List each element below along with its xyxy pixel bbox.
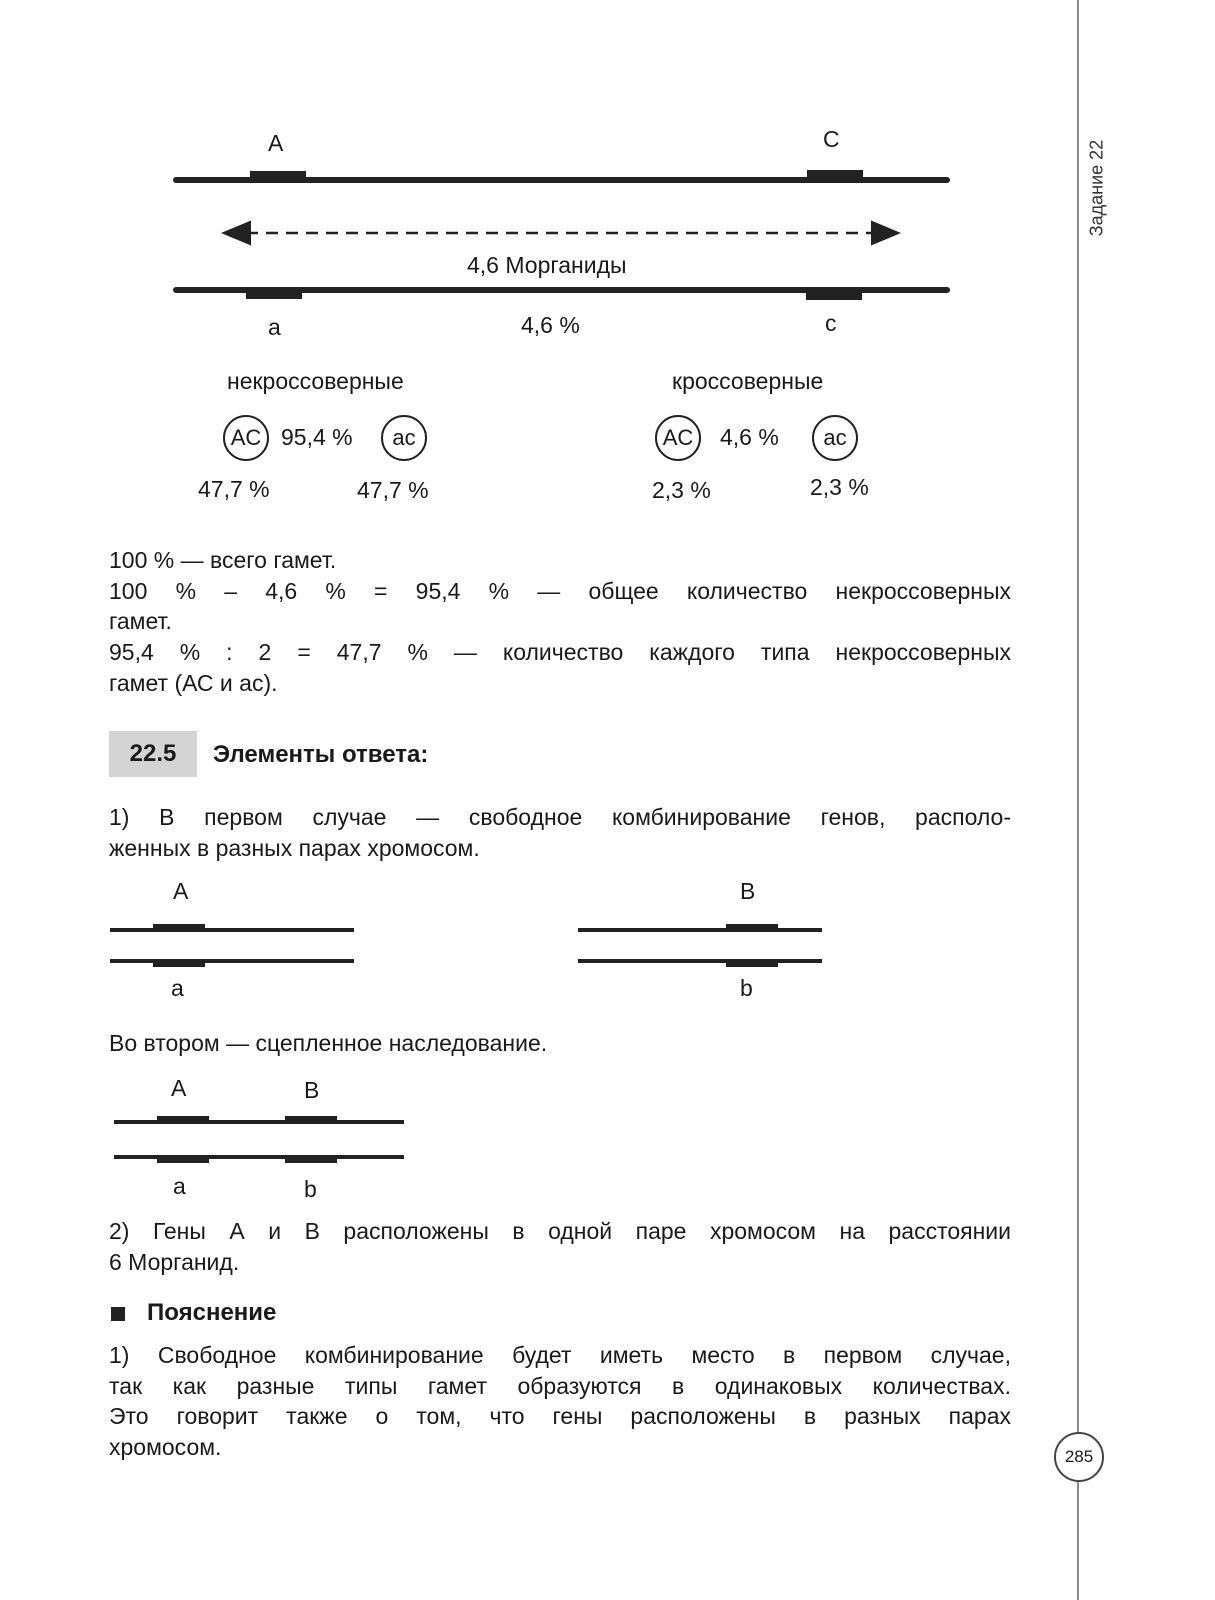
explanation-line-3: Это говорит также о том, что гены расположены в разных парах (109, 1403, 1011, 1429)
gamete-circle-AC: AC (223, 415, 269, 461)
cross-left-pct: 2,3 % (652, 477, 711, 503)
bullet-square-icon (111, 1307, 125, 1321)
locus-a (246, 290, 302, 299)
answer-p1 (109, 802, 1011, 833)
noncross-left-pct: 47,7 % (198, 476, 270, 502)
pair1-label-A: A (173, 878, 189, 904)
linked-locus-B (285, 1116, 337, 1122)
noncross-value: 95,4 % (281, 424, 353, 450)
pair1-locus-top (153, 924, 205, 930)
locus-A (250, 171, 306, 180)
distance-label: 4,6 Морганиды (467, 252, 627, 278)
calc-line-2a: 100 % – 4,6 % = 95,4 % — общее количество некроссоверных (109, 578, 1011, 604)
calc-line-3 (109, 637, 1011, 668)
pair2-locus-top (726, 924, 778, 930)
explanation-line-2: так как разные типы гамет образуются в одинаковых количествах. (109, 1372, 1011, 1399)
gene-label-c: c (825, 310, 837, 336)
answer-p1b: женных в разных парах хромосом. (109, 835, 480, 861)
gamete-circle-ac: ac (381, 415, 427, 461)
explanation-text (109, 1340, 1011, 1432)
calc-line-1: 100 % — всего гамет. (109, 547, 337, 573)
locus-c (806, 290, 862, 300)
linked-locus-A (157, 1116, 209, 1122)
answer-p3b: 6 Морганид. (109, 1249, 240, 1275)
noncross-title: некроссоверные (227, 368, 404, 394)
linked-label-B: B (304, 1077, 320, 1103)
gene-label-A: A (268, 130, 284, 156)
linked-label-a: a (173, 1173, 186, 1199)
answer-p3a: 2) Гены А и В расположены в одной паре хромосом на расстоянии (109, 1218, 1011, 1244)
linked-label-A: A (171, 1075, 187, 1101)
linked-locus-b (285, 1157, 337, 1163)
page-number: 285 (1054, 1432, 1104, 1482)
pair1-locus-bottom (153, 961, 205, 967)
calc-line-3a: 95,4 % : 2 = 47,7 % — количество каждого типа некроссоверных (109, 639, 1011, 665)
task-label-text: Задание 22 (1086, 139, 1107, 237)
percent-center: 4,6 % (521, 312, 580, 338)
cross-title: кроссоверные (672, 368, 824, 394)
explanation-line-4: хромосом. (109, 1434, 222, 1460)
pair2-label-b: b (740, 975, 753, 1001)
gamete-circle-ac-cross: ac (812, 415, 858, 461)
explanation-line-1: 1) Свободное комбинирование будет иметь место в первом случае, (109, 1342, 1011, 1368)
pair2-locus-bottom (726, 961, 778, 967)
calc-line-2b: гамет. (109, 608, 172, 634)
linked-locus-a (157, 1157, 209, 1163)
cross-value: 4,6 % (720, 424, 779, 450)
answer-p1a: 1) В первом случае — свободное комбинирование генов, располо- (109, 804, 1011, 830)
calc-line-2 (109, 576, 1011, 607)
answer-p2: Во втором — сцепленное наследование. (109, 1030, 548, 1056)
locus-C (807, 170, 863, 180)
answer-p3 (109, 1216, 1011, 1247)
explanation-title: Пояснение (147, 1299, 277, 1326)
section-title: Элементы ответа: (213, 741, 429, 768)
gene-label-a: a (268, 314, 281, 340)
noncross-right-pct: 47,7 % (357, 477, 429, 503)
gamete-circle-AC-cross: AC (655, 415, 701, 461)
linked-label-b: b (304, 1176, 317, 1202)
pair2-label-B: B (740, 878, 756, 904)
section-number: 22.5 (109, 731, 197, 777)
cross-right-pct: 2,3 % (810, 474, 869, 500)
calc-line-3b: гамет (АС и ас). (109, 670, 278, 696)
pair1-label-a: a (171, 975, 184, 1001)
gene-label-C: C (823, 126, 840, 152)
